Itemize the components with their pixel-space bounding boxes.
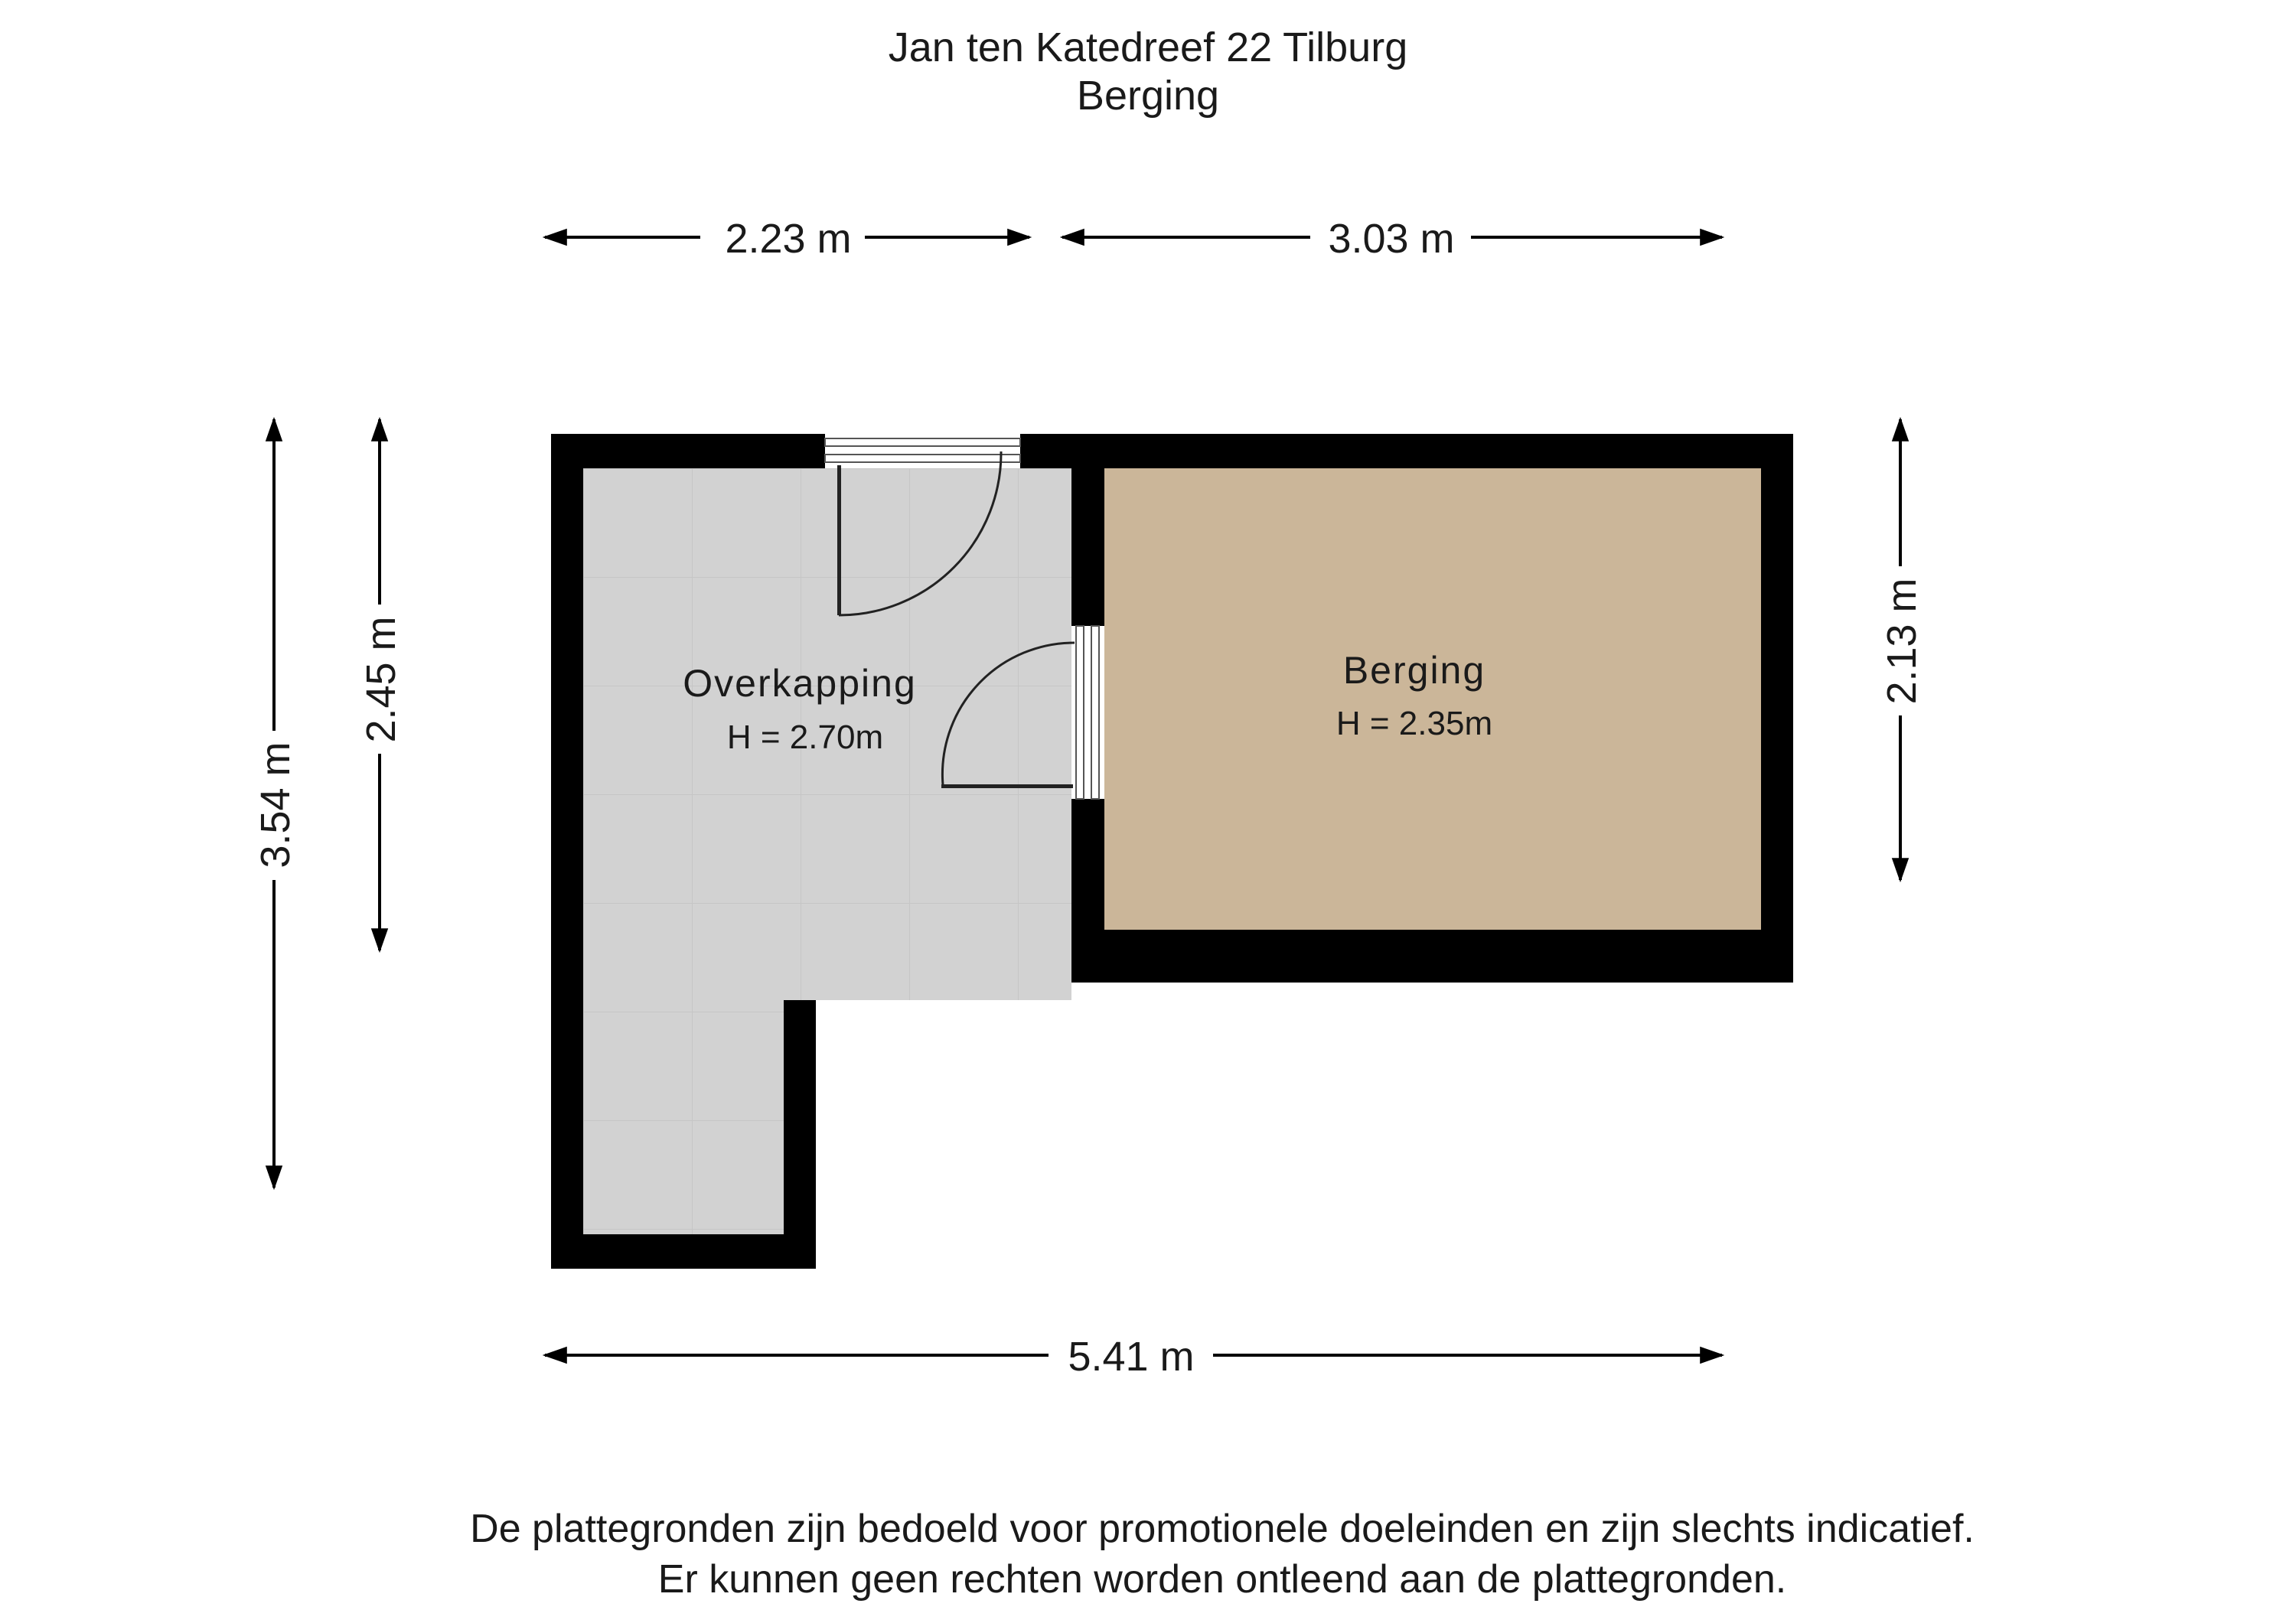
plan-address: Jan ten Katedreef 22 Tilburg (888, 24, 1408, 70)
door-top-leaf (837, 465, 841, 615)
berging-floor (1104, 468, 1761, 930)
dimension-left-inner (358, 419, 404, 950)
room-overkapping-name: Overkapping (683, 662, 917, 705)
dimension-top-right (1062, 216, 1722, 262)
room-berging-height: H = 2.35m (1336, 705, 1493, 742)
plan-floor-name: Berging (1076, 73, 1220, 119)
dimension-left-outer-label: 3.54 m (253, 741, 298, 869)
room-overkapping-height: H = 2.70m (726, 719, 884, 756)
overkapping-floor (583, 468, 1071, 1234)
dimension-right (1879, 419, 1925, 880)
dimension-top-left (545, 216, 1029, 262)
dimension-top-right-label: 3.03 m (1328, 216, 1455, 262)
door-side-leaf (941, 784, 1073, 788)
dimension-top-left-label: 2.23 m (725, 216, 852, 262)
disclaimer-line-2: Er kunnen geen rechten worden ontleend aan de plattegronden. (657, 1557, 1787, 1602)
dimension-right-label: 2.13 m (1879, 578, 1925, 705)
room-berging-name: Berging (1342, 649, 1486, 692)
room-overkapping (551, 434, 1071, 1269)
disclaimer-line-1: De plattegronden zijn bedoeld voor promotionele doeleinden en zijn slechts indicatief. (470, 1507, 1975, 1551)
dimension-bottom-label: 5.41 m (1068, 1334, 1195, 1380)
dimension-left-inner-label: 2.45 m (358, 616, 404, 743)
dimension-bottom (545, 1334, 1722, 1380)
dimension-left-outer (253, 419, 298, 1188)
